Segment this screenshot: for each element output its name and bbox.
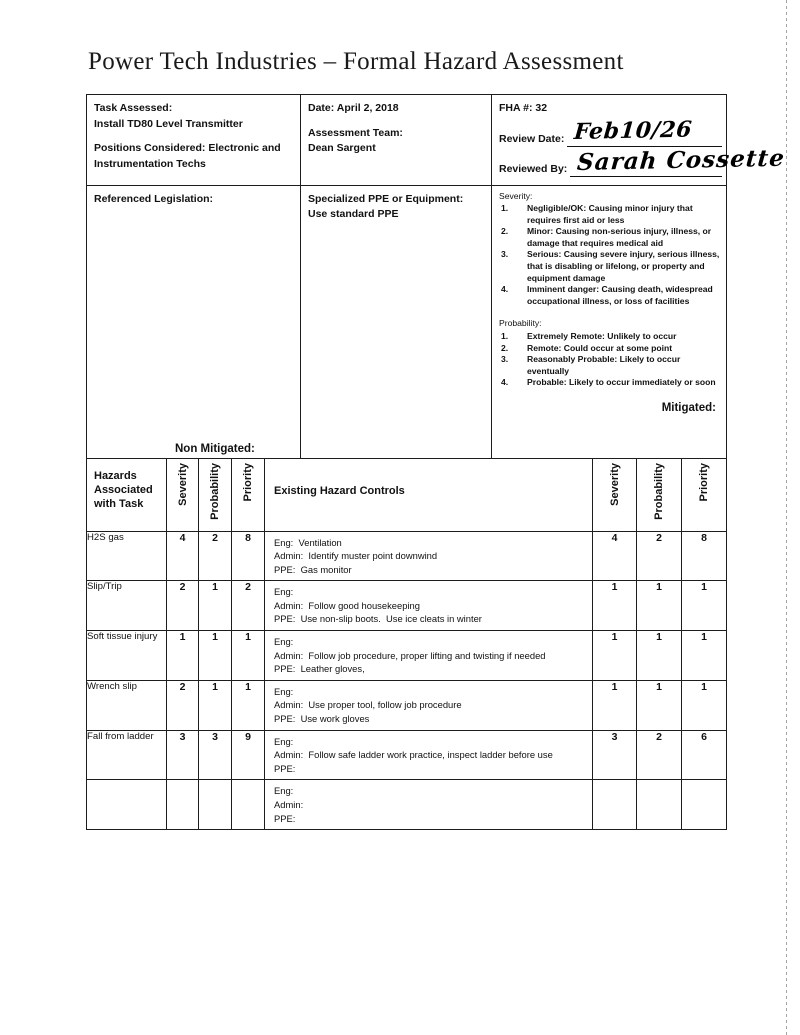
hazard-probability: 1 xyxy=(199,631,232,681)
mitigated-severity: 1 xyxy=(593,581,637,631)
mitigated-priority xyxy=(682,780,727,830)
hazard-severity: 2 xyxy=(167,680,199,730)
control-eng: Eng: xyxy=(274,636,294,648)
col-header-hazard xyxy=(87,458,167,531)
header-row-2 xyxy=(87,185,727,458)
task-assessed-value: Install TD80 Level Transmitter xyxy=(94,117,243,130)
control-eng: Eng: xyxy=(274,685,294,697)
table-row[interactable] xyxy=(87,730,727,780)
mitigated-severity: 4 xyxy=(593,531,637,581)
specialized-ppe-value: Use standard PPE xyxy=(308,208,399,220)
legend-cell xyxy=(492,185,727,458)
mitigated-probability: 1 xyxy=(637,631,682,681)
severity-list xyxy=(499,203,720,307)
control-ppe: PPE: xyxy=(274,762,296,774)
control-ppe: PPE: Use non-slip boots. Use ice cleats in winter xyxy=(274,613,482,625)
hazard-priority: 8 xyxy=(232,531,265,581)
col-header-controls xyxy=(265,458,593,531)
date-team-cell xyxy=(301,95,492,186)
control-eng: Eng: Ventilation xyxy=(274,536,342,548)
col-header-mitigated-severity xyxy=(593,458,637,531)
hazard-priority: 1 xyxy=(232,680,265,730)
control-eng: Eng: xyxy=(274,785,294,797)
hazard-name: Slip/Trip xyxy=(87,581,167,631)
referenced-legislation-label: Referenced Legislation: xyxy=(94,192,214,205)
hazard-name: H2S gas xyxy=(87,531,167,581)
hazard-name: Wrench slip xyxy=(87,680,167,730)
positions-considered-label: Positions Considered: Electronic and xyxy=(94,142,281,154)
control-eng: Eng: xyxy=(274,735,294,747)
col-header-mitigated-severity-label: Severity xyxy=(608,462,621,506)
severity-item-text: Minor: Causing non-serious injury, illness, or damage that requires medical aid xyxy=(527,226,712,248)
hazard-severity: 1 xyxy=(167,631,199,681)
reviewed-by-label: Reviewed By: xyxy=(499,162,568,175)
probability-list xyxy=(499,331,720,389)
hazard-controls xyxy=(265,780,593,830)
col-header-priority-label: Priority xyxy=(242,462,254,502)
col-header-mitigated-probability xyxy=(637,458,682,531)
col-header-severity-label: Severity xyxy=(176,462,189,506)
severity-item-text: Serious: Causing severe injury, serious illness, that is disabling or lifelong, or property and equipment damage xyxy=(527,249,720,283)
mitigated-probability: 1 xyxy=(637,581,682,631)
col-header-hazard-line2: Associated xyxy=(94,483,153,496)
mitigated-severity xyxy=(593,780,637,830)
hazard-probability: 1 xyxy=(199,581,232,631)
hazard-controls xyxy=(265,531,593,581)
hazard-probability: 1 xyxy=(199,680,232,730)
hazard-priority xyxy=(232,780,265,830)
hazard-priority: 9 xyxy=(232,730,265,780)
hazard-probability xyxy=(199,780,232,830)
review-date-handwriting: Feb10/26 xyxy=(573,116,694,145)
control-ppe: PPE: Use work gloves xyxy=(274,713,370,725)
severity-item xyxy=(499,226,720,249)
col-header-mitigated-probability-label: Probability xyxy=(653,462,665,520)
severity-item-number: 3. xyxy=(501,249,509,260)
control-admin: Admin: Follow good housekeeping xyxy=(274,599,420,611)
review-date-row xyxy=(499,116,722,147)
severity-item-text: Imminent danger: Causing death, widespread occupational illness, or loss of facilities xyxy=(527,284,713,306)
specialized-ppe-label: Specialized PPE or Equipment: xyxy=(308,192,464,205)
task-assessed-cell xyxy=(87,95,301,186)
hazard-controls xyxy=(265,581,593,631)
mitigated-probability: 1 xyxy=(637,680,682,730)
reviewed-by-row xyxy=(499,144,787,177)
assessment-team-label: Assessment Team: xyxy=(308,126,403,139)
severity-item-number: 2. xyxy=(501,226,509,237)
review-date-field[interactable] xyxy=(567,116,722,147)
control-admin: Admin: Identify muster point downwind xyxy=(274,550,438,562)
probability-item-number: 1. xyxy=(501,331,509,342)
mitigated-priority: 1 xyxy=(682,631,727,681)
probability-heading: Probability: xyxy=(499,318,542,329)
col-header-hazard-line3: with Task xyxy=(94,497,144,510)
table-row[interactable] xyxy=(87,780,727,830)
mitigated-priority: 6 xyxy=(682,730,727,780)
probability-item xyxy=(499,354,720,377)
hazard-severity: 4 xyxy=(167,531,199,581)
mitigated-severity: 1 xyxy=(593,631,637,681)
hazard-priority: 2 xyxy=(232,581,265,631)
control-ppe: PPE: Gas monitor xyxy=(274,563,352,575)
probability-item xyxy=(499,343,720,355)
hazard-name xyxy=(87,780,167,830)
hazard-controls xyxy=(265,730,593,780)
table-row[interactable] xyxy=(87,581,727,631)
probability-item-number: 4. xyxy=(501,377,509,388)
col-header-priority xyxy=(232,458,265,531)
probability-item-text: Probable: Likely to occur immediately or soon xyxy=(527,377,716,388)
severity-item xyxy=(499,249,720,284)
task-assessed-label: Task Assessed: xyxy=(94,102,173,114)
positions-considered-value: Instrumentation Techs xyxy=(94,157,206,170)
hazard-name: Soft tissue injury xyxy=(87,631,167,681)
probability-item xyxy=(499,377,720,389)
scan-artifact-stripe xyxy=(786,0,787,1035)
col-header-mitigated-priority-label: Priority xyxy=(698,462,710,502)
mitigated-priority: 1 xyxy=(682,581,727,631)
reviewed-by-signature: Sarah Cossette xyxy=(576,144,787,176)
mitigated-priority: 1 xyxy=(682,680,727,730)
table-row[interactable] xyxy=(87,680,727,730)
col-header-probability-label: Probability xyxy=(209,462,221,520)
hazard-severity: 3 xyxy=(167,730,199,780)
fha-number-line: FHA #: 32 xyxy=(499,102,548,114)
mitigated-probability: 2 xyxy=(637,730,682,780)
mitigated-priority: 8 xyxy=(682,531,727,581)
hazard-priority: 1 xyxy=(232,631,265,681)
severity-item-text: Negligible/OK: Causing minor injury that requires first aid or less xyxy=(527,203,693,225)
header-row-1 xyxy=(87,95,727,186)
hazard-table xyxy=(86,458,727,831)
reviewed-by-field[interactable] xyxy=(570,144,787,177)
page-title: Power Tech Industries – Formal Hazard Assessment xyxy=(88,48,624,75)
probability-item-text: Reasonably Probable: Likely to occur eventually xyxy=(527,354,681,376)
col-header-hazard-line1: Hazards xyxy=(94,469,137,482)
control-admin: Admin: Use proper tool, follow job procedure xyxy=(274,699,462,711)
hazard-controls xyxy=(265,680,593,730)
date-line: Date: April 2, 2018 xyxy=(308,102,399,114)
col-header-probability xyxy=(199,458,232,531)
col-header-mitigated-priority xyxy=(682,458,727,531)
non-mitigated-label: Non Mitigated: xyxy=(175,442,255,455)
fha-review-cell xyxy=(492,95,787,186)
header-info-table xyxy=(86,94,787,459)
control-admin: Admin: Follow safe ladder work practice, inspect ladder before use xyxy=(274,749,553,761)
severity-item xyxy=(499,203,720,226)
hazard-severity: 2 xyxy=(167,581,199,631)
mitigated-label: Mitigated: xyxy=(661,402,716,414)
hazard-name: Fall from ladder xyxy=(87,730,167,780)
hazard-probability: 3 xyxy=(199,730,232,780)
severity-item-number: 4. xyxy=(501,284,509,295)
referenced-legislation-cell xyxy=(87,185,301,458)
severity-item-number: 1. xyxy=(501,203,509,214)
mitigated-probability xyxy=(637,780,682,830)
assessment-team-value: Dean Sargent xyxy=(308,142,376,154)
mitigated-probability: 2 xyxy=(637,531,682,581)
hazard-table-header-row xyxy=(87,458,727,531)
control-ppe: PPE: xyxy=(274,812,296,824)
hazard-probability: 2 xyxy=(199,531,232,581)
hazard-controls xyxy=(265,631,593,681)
control-ppe: PPE: Leather gloves, xyxy=(274,663,365,675)
col-header-controls-label: Existing Hazard Controls xyxy=(274,484,405,497)
review-date-label: Review Date: xyxy=(499,132,565,145)
hazard-assessment-sheet xyxy=(86,94,787,830)
hazard-severity xyxy=(167,780,199,830)
col-header-severity xyxy=(167,458,199,531)
control-admin: Admin: xyxy=(274,799,304,810)
probability-item xyxy=(499,331,720,343)
table-row[interactable] xyxy=(87,631,727,681)
severity-item xyxy=(499,284,720,307)
mitigated-severity: 1 xyxy=(593,680,637,730)
specialized-ppe-cell xyxy=(301,185,492,458)
probability-item-text: Extremely Remote: Unlikely to occur xyxy=(527,331,677,342)
probability-item-number: 3. xyxy=(501,354,509,365)
control-admin: Admin: Follow job procedure, proper lifting and twisting if needed xyxy=(274,649,546,661)
mitigated-severity: 3 xyxy=(593,730,637,780)
probability-item-text: Remote: Could occur at some point xyxy=(527,342,673,353)
severity-heading: Severity: xyxy=(499,190,533,201)
probability-item-number: 2. xyxy=(501,342,509,353)
control-eng: Eng: xyxy=(274,586,294,598)
table-row[interactable] xyxy=(87,531,727,581)
